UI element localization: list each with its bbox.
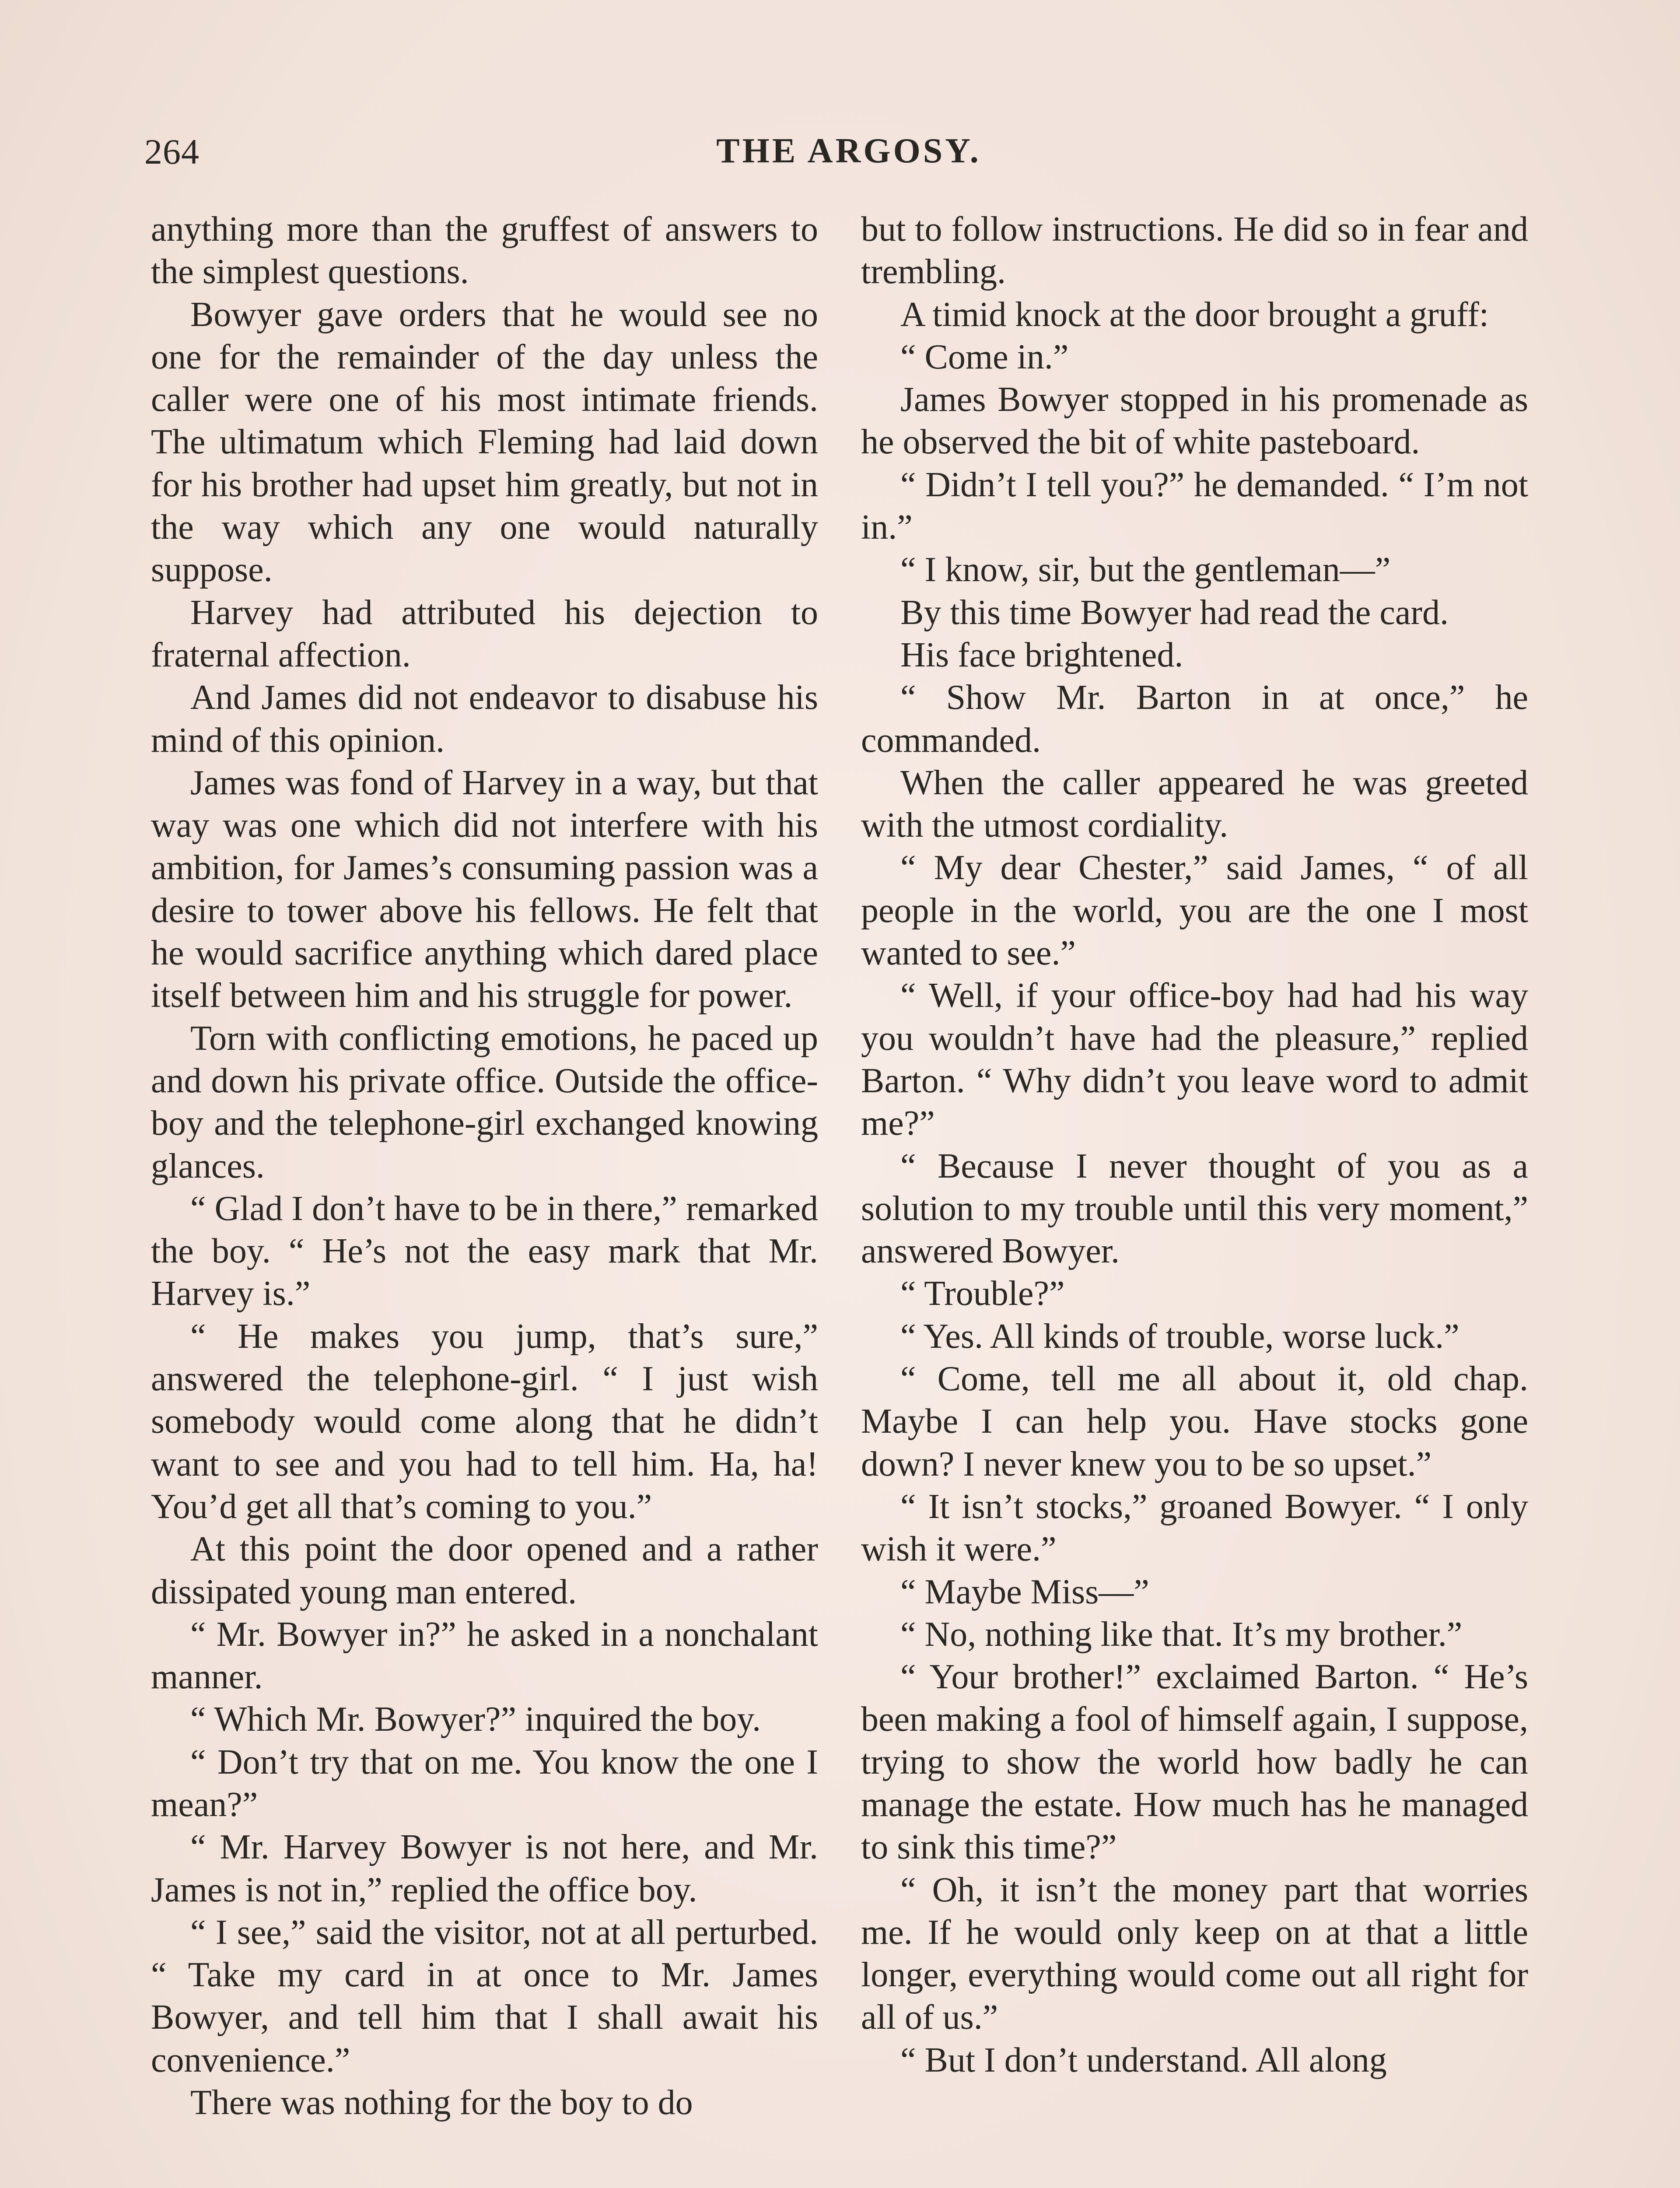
paragraph: James Bowyer stopped in his promenade as he observed the bit of white pasteboard. [861,380,1528,462]
paragraph: “ But I don’t understand. All along [900,2041,1387,2079]
paragraph: “ Oh, it isn’t the money part that worries me. If he would only keep on at that a little longer, everything would come out all right for all of us.” [861,1870,1528,2037]
paragraph: There was nothing for the boy to do [190,2083,693,2122]
paragraph: “ Glad I don’t have to be in there,” remarked the boy. “ He’s not the easy mark that Mr. Harvey is.” [151,1189,818,1313]
paragraph: A timid knock at the door brought a gruff: [900,295,1489,334]
journal-title: THE ARGOSY. [716,132,981,170]
paragraph: Bowyer gave orders that he would see no one for the remainder of the day unless the caller were one of his most intimate friends. The ultimatum which Fleming had laid down for his brother had upset him greatly, but not in the way which any one would naturally suppose. [151,295,818,589]
paragraph: When the caller appeared he was greeted with the utmost cordiality. [861,763,1528,845]
text-column-left [151,208,818,2124]
paragraph: “ Come, tell me all about it, old chap. Maybe I can help you. Have stocks gone down? I never knew you to be so upset.” [861,1360,1528,1483]
paragraph: Harvey had attributed his dejection to fraternal affection. [151,593,818,674]
paragraph: “ Well, if your office-boy had had his way you wouldn’t have had the pleasure,” replied Barton. “ Why didn’t you leave word to admit me?” [861,976,1528,1143]
paragraph: “ Yes. All kinds of trouble, worse luck.” [900,1317,1460,1356]
paragraph: And James did not endeavor to disabuse his mind of this opinion. [151,678,818,760]
paragraph: “ Maybe Miss—” [900,1572,1149,1611]
paragraph: “ Didn’t I tell you?” he demanded. “ I’m not in.” [861,465,1528,547]
text-column-right [861,208,1528,2082]
paragraph: “ Mr. Bowyer in?” he asked in a nonchalant manner. [151,1615,818,1697]
paragraph: “ Show Mr. Barton in at once,” he commanded. [861,678,1528,760]
paragraph: anything more than the gruffest of answers to the simplest questions. [151,210,818,291]
paragraph: By this time Bowyer had read the card. [900,593,1449,632]
paragraph: “ It isn’t stocks,” groaned Bowyer. “ I only wish it were.” [861,1487,1528,1569]
paragraph: but to follow instructions. He did so in fear and trembling. [861,210,1528,291]
paragraph: “ My dear Chester,” said James, “ of all people in the world, you are the one I most wanted to see.” [861,849,1528,973]
paragraph: “ He makes you jump, that’s sure,” answered the telephone-girl. “ I just wish somebody would come along that he didn’t want to see and you had to tell him. Ha, ha! You’d get all that’s coming to you.” [151,1317,818,1526]
running-head [144,131,1553,184]
paragraph: His face brightened. [900,635,1183,674]
paragraph: Torn with conflicting emotions, he paced up and down his private office. Outside the office-boy and the telephone-girl exchanged knowing glances. [151,1019,818,1185]
paragraph: “ Don’t try that on me. You know the one I mean?” [151,1743,818,1824]
paragraph: “ I see,” said the visitor, not at all perturbed. “ Take my card in at once to Mr. James Bowyer, and tell him that I shall await his convenience.” [151,1913,818,2079]
paragraph: “ Because I never thought of you as a solution to my trouble until this very moment,” answered Bowyer. [861,1147,1528,1271]
paragraph: “ Come in.” [900,337,1069,376]
paragraph: “ Mr. Harvey Bowyer is not here, and Mr. James is not in,” replied the office boy. [151,1828,818,1909]
paragraph: James was fond of Harvey in a way, but that way was one which did not interfere with his ambition, for James’s consuming passion was a desire to tower above his fellows. He felt that he would sacrifice anything which dared place itself between him and his struggle for power. [151,763,818,1015]
paragraph: “ Which Mr. Bowyer?” inquired the boy. [190,1700,761,1739]
paragraph: “ I know, sir, but the gentleman—” [900,551,1391,589]
page-number: 264 [144,132,200,172]
paragraph: “ Your brother!” exclaimed Barton. “ He’s been making a fool of himself again, I suppose, trying to show the world how badly he can manage the estate. How much has he managed to sink this time?” [861,1658,1528,1867]
paragraph: “ No, nothing like that. It’s my brother.” [900,1615,1463,1654]
paragraph: At this point the door opened and a rather dissipated young man entered. [151,1530,818,1611]
paragraph: “ Trouble?” [900,1274,1065,1313]
